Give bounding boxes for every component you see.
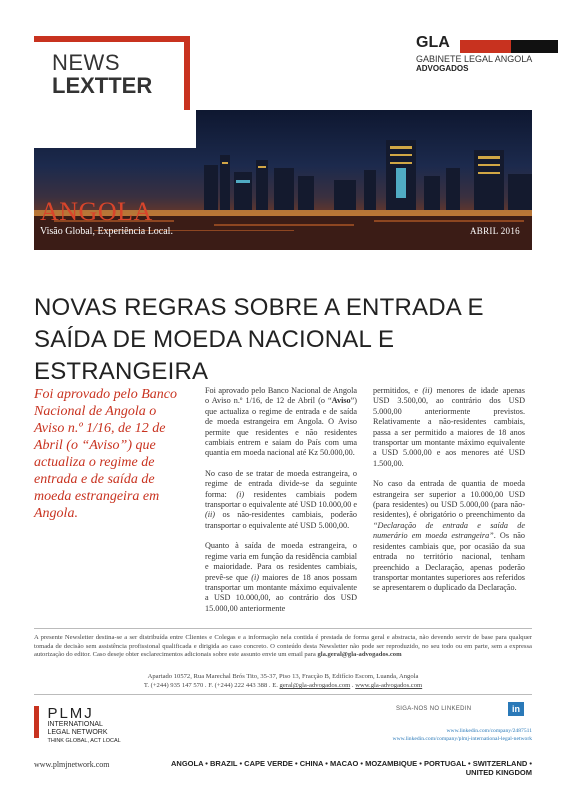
firm-name: GABINETE LEGAL ANGOLA (416, 54, 533, 64)
linkedin-icon[interactable]: in (508, 702, 524, 716)
banner-cutout (34, 110, 196, 148)
disclaimer: A presente Newsletter destina-se a ser distribuída entre Clientes e Colegas e a informação nela contida é prestada de forma geral e abstracta, não devendo servir de base para qualquer tomada de decisão sem assistência profissional qualificada e dirigida ao caso concreto. O conteúdo desta Newsletter não pode ser reproduzido, no seu todo ou em parte, sem a expressa autorização do editor. Caso deseje obter esclarecimentos adicionais sobre este assunto envie um email para gla.geral@gla-advogados.com (34, 634, 532, 659)
disclaimer-email-link[interactable]: gla.geral@gla-advogados.com (317, 651, 402, 659)
plmj-name: PLMJ (47, 705, 94, 722)
plmj-website-link[interactable]: www.plmjnetwork.com (34, 760, 110, 769)
article-paragraph: permitidos, e (ii) menores de idade apenas USD 3.500,00, ao contrário dos USD 5.000,00 anteriormente previstos. Relativamente a não-residentes cambiais, passa a ser permitido a maiores de 18 anos transportar um montante máximo equivalente a USD 5.000,00 e aos menores até USD 1.500,00. (373, 386, 525, 468)
linkedin-link-2[interactable]: www.linkedin.com/company/plmj-international-legal-network (392, 736, 532, 742)
article-paragraph: No caso de se tratar de moeda estrangeira, o regime de entrada divide-se da seguinte forma: (i) residentes cambiais podem transportar o equivalente até USD 10.000,00 e (ii) os não-residentes cambiais, poderão transportar o equivalente até USD 5.000,00. (205, 468, 357, 530)
firm-type: ADVOGADOS (416, 64, 469, 73)
article-lead: Foi aprovado pelo Banco Nacional de Angola o Aviso n.º 1/16, de 12 de Abril (o “Aviso”) que actualiza o regime de entrada e de saída de moeda estrangeira em Angola. (34, 387, 177, 521)
footer-divider-2 (34, 694, 532, 695)
issue-date: ABRIL 2016 (470, 226, 520, 236)
article-paragraph: No caso da entrada de quantia de moeda estrangeira ser superior a 10.000,00 USD (para residentes) ou USD 5.000,00 (para não-residentes), é obrigatório o preenchimento da “Declaração de entrada e saída de numerário em moeda estrangeira”. Os não residentes cambiais que, por ocasião da sua entrada no território nacional, tenham preenchido a Declaração, apenas poderão transportar montantes superiores aos referidos se apresentarem o duplicado da Declaração. (373, 479, 525, 593)
plmj-line1: INTERNATIONAL (47, 721, 103, 728)
linkedin-label: SIGA-NOS NO LINKEDIN (396, 706, 472, 712)
countries-list: ANGOLA • BRAZIL • CAPE VERDE • CHINA • MACAO • MOZAMBIQUE • PORTUGAL • SWITZERLAND • UNITED KINGDOM (170, 759, 532, 777)
article-headline: NOVAS REGRAS SOBRE A ENTRADA E SAÍDA DE MOEDA NACIONAL E ESTRANGEIRA (34, 294, 484, 385)
article-column-2 (373, 386, 525, 604)
country-title: ANGOLA (40, 197, 153, 226)
firm-address: Apartado 10572, Rua Marechal Brós Tito, 35-37, Piso 13, Fracção B, Edifício Escom, Luanda, Angola T. (+244) 935 147 570 . F. (+244) 222 443 388 . E. geral@gla-advogados.com . www.gla-advogados.com (143, 673, 423, 689)
linkedin-link-1[interactable]: www.linkedin.com/company/2487511 (446, 728, 532, 734)
article-paragraph: Quanto à saída de moeda estrangeira, o regime varia em função da residência cambial e maioridade. Para os residentes cambiais, prevê-se que (i) maiores de 18 anos possam transportar um montante máximo equivalente a USD 10.000,00, ao contrário dos USD 15.000,00 anteriormente (205, 541, 357, 613)
address-website-link[interactable]: www.gla-advogados.com (355, 682, 423, 689)
firm-logo-bar (460, 40, 558, 53)
newsletter-title-line2: LEXTTER (52, 73, 153, 98)
newsletter-title-line1: NEWS (52, 50, 120, 75)
firm-logo (416, 34, 532, 73)
plmj-line2: LEGAL NETWORK (47, 729, 108, 736)
address-email-link[interactable]: geral@gla-advogados.com (279, 682, 351, 689)
plmj-logo (34, 706, 121, 744)
plmj-slogan: THINK GLOBAL, ACT LOCAL (47, 738, 121, 744)
tagline: Visão Global, Experiência Local. (40, 226, 173, 237)
firm-acronym: GLA (416, 34, 450, 51)
newsletter-title (52, 52, 152, 97)
article-paragraph: Foi aprovado pelo Banco Nacional de Angola o Aviso n.º 1/16, de 12 de Abril (o “Aviso”) que actualiza o regime de entrada e de saída de moeda estrangeira em Angola. O Aviso permite que residentes e não residentes cambiais entrem e saiam do País com uma quantia em moeda nacional até Kz 50.000,00. (205, 386, 357, 458)
plmj-logo-mark (34, 706, 39, 738)
article-column-1 (205, 386, 357, 624)
footer-divider (34, 628, 532, 629)
linkedin-links (340, 727, 532, 743)
